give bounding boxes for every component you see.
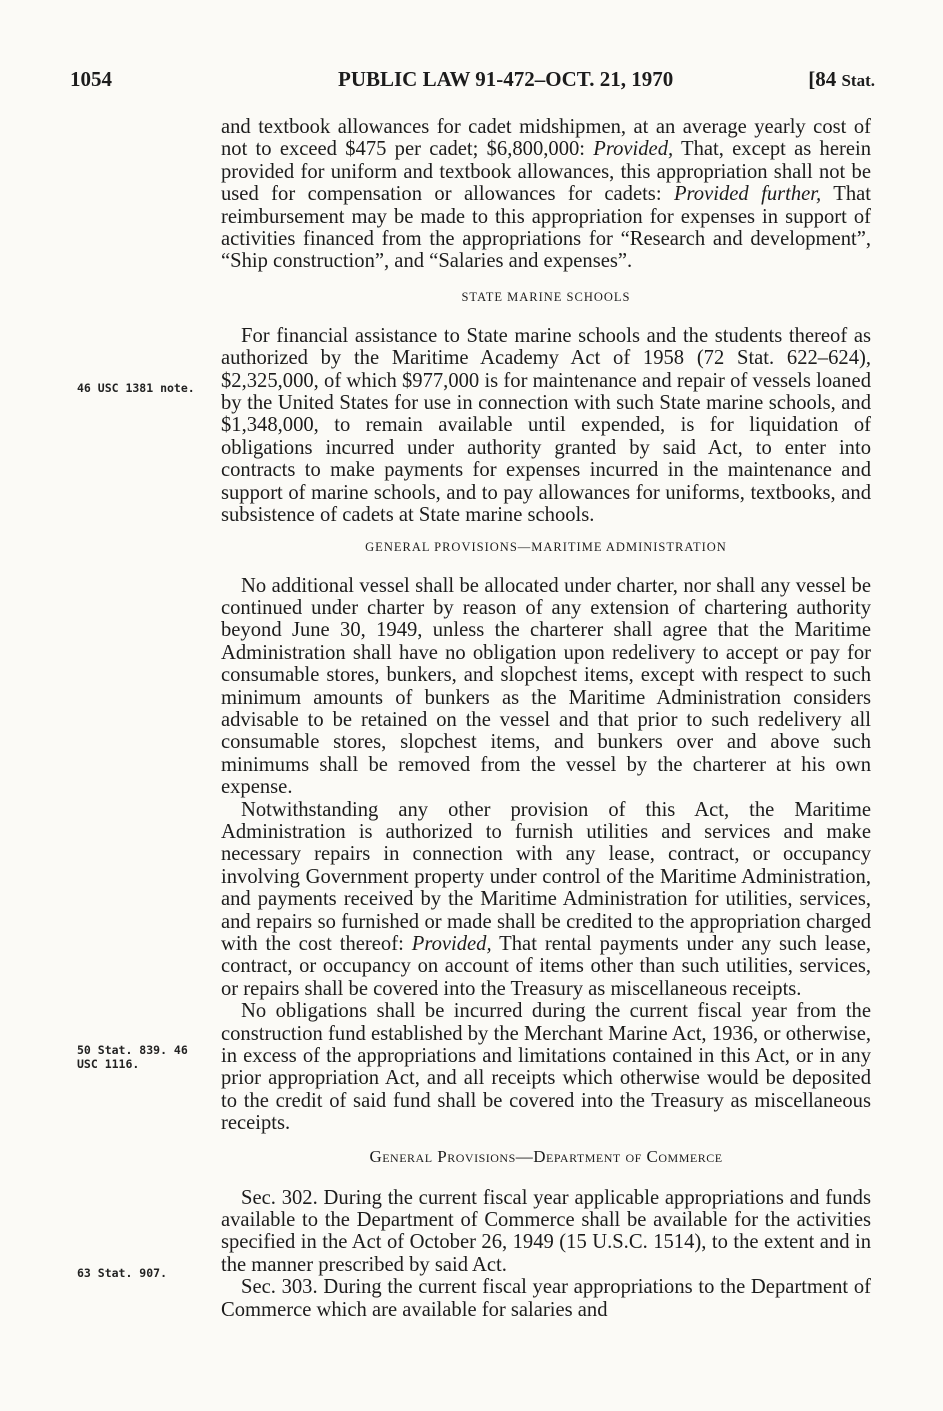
paragraph-1-italic-a: Provided, <box>593 138 674 161</box>
paragraph-1-text-a: and textbook allowances for cadet midshipmen, at an average yearly cost of not to exceed $475 per cadet; $6,800,000: <box>221 116 871 161</box>
page-number: 1054 <box>70 67 112 91</box>
stat-word: Stat. <box>841 71 875 90</box>
margin-note-3: 63 Stat. 907. <box>77 1266 168 1280</box>
paragraph-4-text-b: That rental payments under any such lease, contract, or occupancy on account of items other than such utilities, services, or repairs shall be covered into the Treasury as miscellaneous receipts. <box>221 933 872 1000</box>
paragraph-4-italic: Provided, <box>411 933 492 955</box>
heading-general-provisions-commerce: General Provisions—Department of Commerce <box>369 1146 723 1166</box>
heading-general-provisions-maritime: GENERAL PROVISIONS—MARITIME ADMINISTRATION <box>365 539 727 554</box>
paragraph-1 <box>221 116 871 273</box>
paragraph-4-text-a: Notwithstanding any other provision of this Act, the Maritime Administration is authorized to furnish utilities and services and make necessary repairs in connection with any lease, contract, or occupancy involving Government property under control of the Maritime Administration, and payments received by the Maritime Administration for utilities, services, and repairs so furnished or made shall be credited to the appropriation charged with the cost thereof: <box>221 798 871 955</box>
heading-state-marine-schools: STATE MARINE SCHOOLS <box>461 289 631 304</box>
stat-volume: [84 <box>808 67 837 91</box>
statute-reference <box>808 67 875 92</box>
paragraph-6: Sec. 302. During the current fiscal year applicable appropriations and funds available to the Department of Commerce shall be available for the activities specified in the Act of October 26, 1949 (15 U.S.C. 1514), to the extent and in the manner prescribed by said Act. <box>221 1186 871 1276</box>
paragraph-1-italic-b: Provided further, <box>673 183 822 206</box>
margin-note-1: 46 USC 1381 note. <box>77 381 195 395</box>
paragraph-7: Sec. 303. During the current fiscal year appropriations to the Department of Commerce which are available for salaries and <box>221 1276 871 1321</box>
body-text <box>221 116 871 1321</box>
paragraph-1-text-b: That, except as herein provided for uniform and textbook allowances, this appropriation shall not be used for compensation or allowances for cadets: <box>221 138 871 206</box>
paragraph-2: For financial assistance to State marine schools and the students thereof as authorized by the Maritime Academy Act of 1958 (72 Stat. 622–624), $2,325,000, of which $977,000 is for maintenance and repair of vessels loaned by the United States for use in connection with such State marine schools, and $1,348,000, to remain available until expended, is for liquidation of obligations incurred under authority granted by said Act, to enter into contracts to make payments for expenses incurred in the maintenance and support of marine schools, and to pay allowances for uniforms, textbooks, and subsistence of cadets at State marine schools. <box>221 324 871 527</box>
paragraph-3: No additional vessel shall be allocated under charter, nor shall any vessel be continued under charter by reason of any extension of chartering authority beyond June 30, 1949, unless the charterer shall agree that the Maritime Administration shall have no obligation upon redelivery to accept or pay for consumable stores, bunkers, and slopchest items, except with respect to such minimum amounts of bunkers as the Maritime Administration considers advisable to be retained on the vessel and that prior to such redelivery all consumable stores, slopchest items, and bunkers over and above such minimums shall be removed from the vessel by the charterer at his own expense. <box>221 574 871 799</box>
running-title: PUBLIC LAW 91-472–OCT. 21, 1970 <box>338 67 674 91</box>
paragraph-4 <box>221 799 871 1001</box>
margin-note-2: 50 Stat. 839. 46 USC 1116. <box>77 1043 188 1071</box>
paragraph-1-text-c: That reimbursement may be made to this appropriation for expenses in support of activities financed from the appropriations for “Research and development”, “Ship construction”, and “Salaries and expenses”. <box>221 183 871 273</box>
paragraph-5: No obligations shall be incurred during the current fiscal year from the construction fund established by the Merchant Marine Act, 1936, or otherwise, in excess of the appropriations and limitations contained in this Act, or in any prior appropriation Act, and all receipts which otherwise would be deposited to the credit of said fund shall be covered into the Treasury as miscellaneous receipts. <box>221 1000 871 1135</box>
page-header <box>70 67 875 97</box>
